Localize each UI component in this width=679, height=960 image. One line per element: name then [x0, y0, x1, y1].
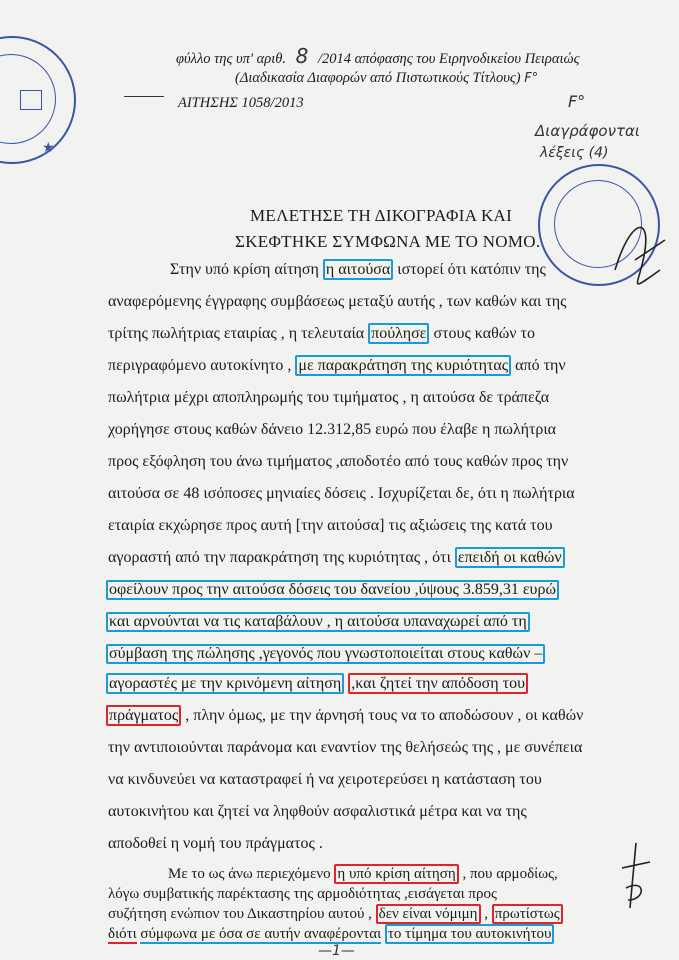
- handwritten-mark: F°: [524, 71, 539, 86]
- application-number: ΑΙΤΗΣΗΣ 1058/2013: [178, 95, 304, 111]
- highlight-blue-line-11: οφείλουν προς την αιτούσα δόσεις του δανείου ,ύψους 3.859,31 ευρώ: [106, 580, 559, 600]
- official-stamp-left: ★: [0, 36, 76, 164]
- highlight-blue: το τίμημα του αυτοκινήτου: [385, 924, 555, 944]
- body-line-15: [106, 708, 583, 724]
- text-segment: Με το ως άνω περιεχόμενο: [168, 866, 331, 882]
- body-line-1: [170, 262, 546, 278]
- body-line-2: αναφερόμενης έγγραφης συμβάσεως μεταξύ αυτής , των καθών και της: [108, 293, 567, 310]
- signature-right: [605, 210, 675, 300]
- highlight-red: ,και ζητεί την απόδοση του: [348, 673, 528, 694]
- highlight-blue: πούλησε: [368, 323, 429, 344]
- highlight-blue: η αιτούσα: [323, 259, 393, 280]
- body-line-14: [106, 676, 528, 692]
- text-segment: περιγραφόμενο αυτοκίνητο ,: [108, 357, 292, 374]
- underline-blue: σύμφωνα με όσα σε αυτήν αναφέρονται: [140, 926, 382, 942]
- body-line-19: αποδοθεί η νομή του πράγματος .: [108, 835, 323, 852]
- body-line-8: αιτούσα σε 48 ισόποσες μηνιαίες δόσεις . Ισχυρίζεται δε, ότι η πωλήτρια: [108, 485, 575, 502]
- body-p2-line-1: [168, 866, 558, 882]
- body-line-5: πωλήτρια μέχρι αποπληρωμής του τιμήματος , η αιτούσα δε τράπεζα: [108, 389, 550, 406]
- divider: [124, 96, 164, 98]
- text-segment: αγοραστή από την παρακράτηση της κυριότητας , ότι: [108, 549, 451, 566]
- body-line-9: εταιρία εκχώρησε προς αυτή [την αιτούσα] τις αξιώσεις της κατά του: [108, 517, 553, 534]
- page-number: —1—: [318, 943, 355, 959]
- highlight-blue: αγοραστές με την κρινόμενη αίτηση: [106, 673, 344, 694]
- text-segment: ,: [484, 906, 489, 922]
- text-segment: Στην υπό κρίση αίτηση: [170, 261, 319, 278]
- heading-line-2: ΣΚΕΦΤΗΚΕ ΣΥΜΦΩΝΑ ΜΕ ΤΟ ΝΟΜΟ.: [235, 232, 541, 251]
- top-right-mark: F°: [568, 92, 586, 111]
- body-line-6: χορήγησε στους καθών δάνειο 12.312,85 ευρώ που έλαβε η πωλήτρια: [108, 421, 557, 438]
- text-segment: ιστορεί ότι κατόπιν της: [397, 261, 546, 278]
- highlight-red: δεν είναι νόμιμη: [376, 904, 481, 924]
- highlight-red: πράγματος: [106, 705, 181, 726]
- body-line-3: [108, 326, 535, 342]
- highlight-blue-line-13: σύμβαση της πώλησης ,γεγονός που γνωστοποιείται στους καθών –: [106, 644, 545, 664]
- margin-note-line-2: λέξεις (4): [540, 145, 609, 161]
- highlight-blue-line-12: και αρνούνται να τις καταβάλουν , η αιτούσα υπαναχωρεί από τη: [106, 612, 530, 632]
- procedure-label: (Διαδικασία Διαφορών από Πιστωτικούς Τίτλους): [235, 70, 521, 86]
- body-line-10: [108, 550, 565, 566]
- body-line-16: την αντιποιούνται παράνομα και εναντίον της θελήσεώς της , με συνέπεια: [108, 739, 583, 756]
- text-segment: στους καθών το: [433, 325, 535, 342]
- underline-red: διότι: [108, 926, 137, 942]
- body-line-4: [108, 358, 566, 374]
- text-segment: τρίτης πωλήτριας εταιρίας , η τελευταία: [108, 325, 365, 342]
- text-segment: από την: [515, 357, 566, 374]
- highlight-red: η υπό κρίση αίτηση: [334, 864, 458, 884]
- highlight-blue: επειδή οι καθών: [455, 547, 565, 568]
- margin-note-line-1: Διαγράφονται: [535, 122, 640, 140]
- text-segment: , που αρμοδίως,: [462, 866, 558, 882]
- header-line-1: [176, 44, 580, 68]
- header-line-2: [235, 70, 538, 87]
- highlight-red: πρωτίστως: [492, 904, 563, 924]
- body-p2-line-3: [108, 906, 563, 922]
- body-p2-line-2: λόγω συμβατικής παρέκτασης της αρμοδιότητας ,εισάγεται προς: [108, 886, 497, 902]
- sheet-label: φύλλο της υπ' αριθ.: [176, 51, 286, 67]
- body-line-17: να κινδυνεύει να καταστραφεί ή να χειροτερεύσει η κατάσταση του: [108, 771, 542, 788]
- text-segment: συζήτηση ενώπιον του Δικαστηρίου αυτού ,: [108, 906, 372, 922]
- sheet-number: 8: [295, 44, 309, 68]
- text-segment: , πλην όμως, με την άρνησή τους να το αποδώσουν , οι καθών: [185, 707, 584, 724]
- decision-label: /2014 απόφασης του Ειρηνοδικείου Πειραιώς: [317, 51, 580, 67]
- body-line-18: αυτοκινήτου και ζητεί να ληφθούν ασφαλιστικά μέτρα και να της: [108, 803, 527, 820]
- heading-line-1: ΜΕΛΕΤΗΣΕ ΤΗ ΔΙΚΟΓΡΑΦΙΑ ΚΑΙ: [250, 206, 513, 225]
- body-p2-line-4: [108, 926, 554, 942]
- highlight-blue: με παρακράτηση της κυριότητας: [295, 355, 511, 376]
- signature-bottom-right: [616, 838, 656, 918]
- body-line-7: προς εξόφληση του άνω τιμήματος ,αποδοτέο από τους καθών προς την: [108, 453, 569, 470]
